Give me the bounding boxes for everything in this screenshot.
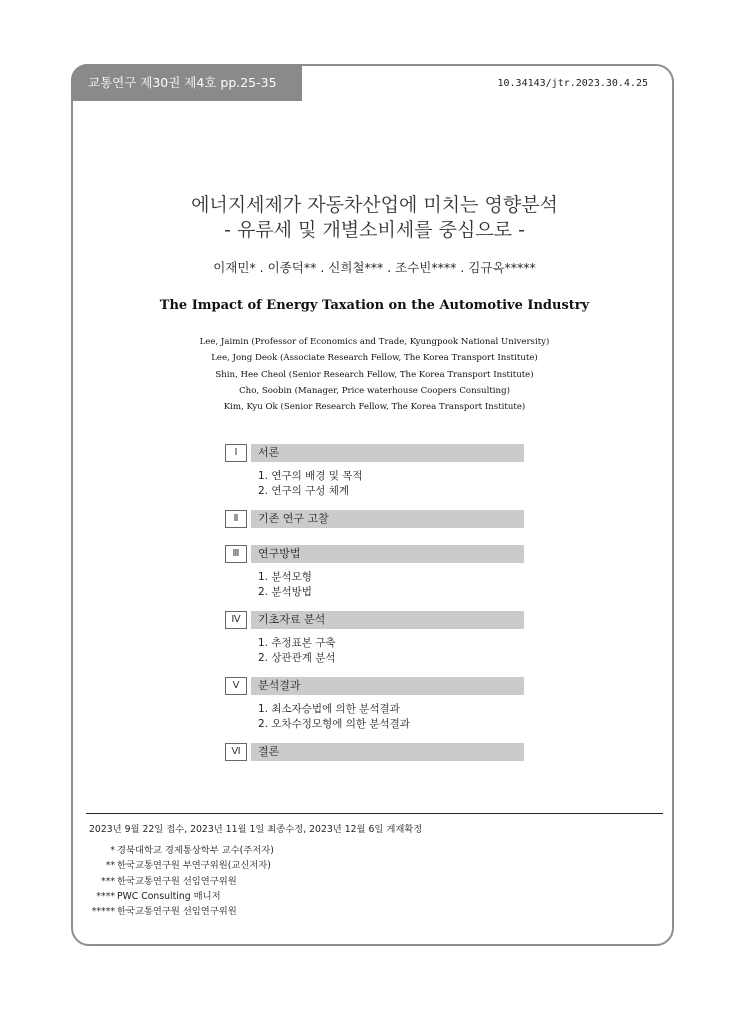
toc-subsections-5 — [225, 695, 524, 743]
title-korean-line1: 에너지세제가 자동차산업에 미치는 영향분석 — [191, 194, 558, 216]
table-of-contents — [225, 444, 524, 761]
toc-subsection: 2. 분석방법 — [258, 586, 312, 598]
toc-subsection: 1. 연구의 배경 및 목적 — [258, 470, 363, 482]
doi: 10.34143/jtr.2023.30.4.25 — [497, 78, 648, 89]
toc-section-3 — [225, 545, 524, 563]
toc-subsection: 2. 연구의 구성 체계 — [258, 485, 350, 497]
author-english-5: Kim, Kyu Ok (Senior Research Fellow, The Korea Transport Institute) — [223, 402, 526, 413]
author-english-2: Lee, Jong Deok (Associate Research Fellow, The Korea Transport Institute) — [211, 353, 538, 364]
publication-dates: 2023년 9월 22일 접수, 2023년 11월 1일 최종수정, 2023년 12월 6일 게재확정 — [89, 824, 423, 835]
toc-subsection: 1. 최소자승법에 의한 분석결과 — [258, 703, 400, 715]
journal-info-tab: 교통연구 제30권 제4호 pp.25-35 — [71, 64, 302, 101]
toc-section-6 — [225, 743, 524, 761]
affiliation-text: PWC Consulting 매니저 — [117, 890, 221, 902]
author-english-3: Shin, Hee Cheol (Senior Research Fellow, The Korea Transport Institute) — [215, 369, 534, 380]
footnote-mark: **** — [96, 890, 115, 902]
toc-section-label: 분석결과 — [258, 679, 301, 692]
authors-korean: 이재민* . 이종덕** . 신희철*** . 조수빈**** . 김규옥***** — [213, 260, 536, 275]
toc-subsections-3 — [225, 563, 524, 611]
toc-section-number: Ⅴ — [225, 677, 247, 695]
toc-section-bar — [251, 444, 524, 462]
footnote-divider — [86, 813, 663, 814]
toc-section-2 — [225, 510, 524, 528]
toc-section-label: 결론 — [258, 745, 280, 758]
toc-subsection: 1. 분석모형 — [258, 571, 312, 583]
toc-section-label: 기초자료 분석 — [258, 613, 326, 626]
toc-section-number: Ⅳ — [225, 611, 247, 629]
authors-english — [0, 334, 749, 415]
toc-section-label: 기존 연구 고찰 — [258, 512, 329, 525]
toc-section-number: Ⅵ — [225, 743, 247, 761]
toc-section-1 — [225, 444, 524, 462]
author-english-4: Cho, Soobin (Manager, Price waterhouse Coopers Consulting) — [239, 385, 510, 396]
affiliation-5 — [89, 904, 274, 919]
footnote-mark: *** — [101, 875, 115, 887]
affiliation-1 — [89, 843, 274, 858]
toc-section-number: Ⅱ — [225, 510, 247, 528]
toc-section-label: 서론 — [258, 446, 280, 459]
toc-section-4 — [225, 611, 524, 629]
toc-section-label: 연구방법 — [258, 547, 301, 560]
footnote-mark: ***** — [91, 906, 115, 918]
affiliation-2 — [89, 858, 274, 873]
affiliation-text: 한국교통연구원 선임연구위원 — [117, 875, 237, 887]
affiliation-text: 한국교통연구원 선임연구위원 — [117, 906, 237, 918]
toc-section-number: Ⅲ — [225, 545, 247, 563]
toc-subsections-4 — [225, 629, 524, 677]
toc-section-number: Ⅰ — [225, 444, 247, 462]
title-english: The Impact of Energy Taxation on the Automotive Industry — [159, 298, 590, 313]
author-affiliations — [89, 843, 274, 919]
toc-subsections-1 — [225, 462, 524, 510]
toc-section-5 — [225, 677, 524, 695]
title-korean-line2: - 유류세 및 개별소비세를 중심으로 - — [224, 219, 525, 241]
footnote-mark: ** — [105, 860, 115, 872]
affiliation-text: 한국교통연구원 부연구위원(교신저자) — [117, 860, 271, 872]
affiliation-text: 경북대학교 경제통상학부 교수(주저자) — [117, 845, 274, 856]
toc-subsection: 2. 오차수정모형에 의한 분석결과 — [258, 718, 410, 730]
affiliation-3 — [89, 874, 274, 889]
footnote-mark: * — [110, 845, 115, 856]
toc-subsection: 1. 추정표본 구축 — [258, 637, 336, 649]
toc-subsection: 2. 상관관계 분석 — [258, 652, 336, 664]
affiliation-4 — [89, 889, 274, 904]
toc-section-bar — [251, 743, 524, 761]
author-english-1: Lee, Jaimin (Professor of Economics and Trade, Kyungpook National University) — [199, 337, 550, 347]
